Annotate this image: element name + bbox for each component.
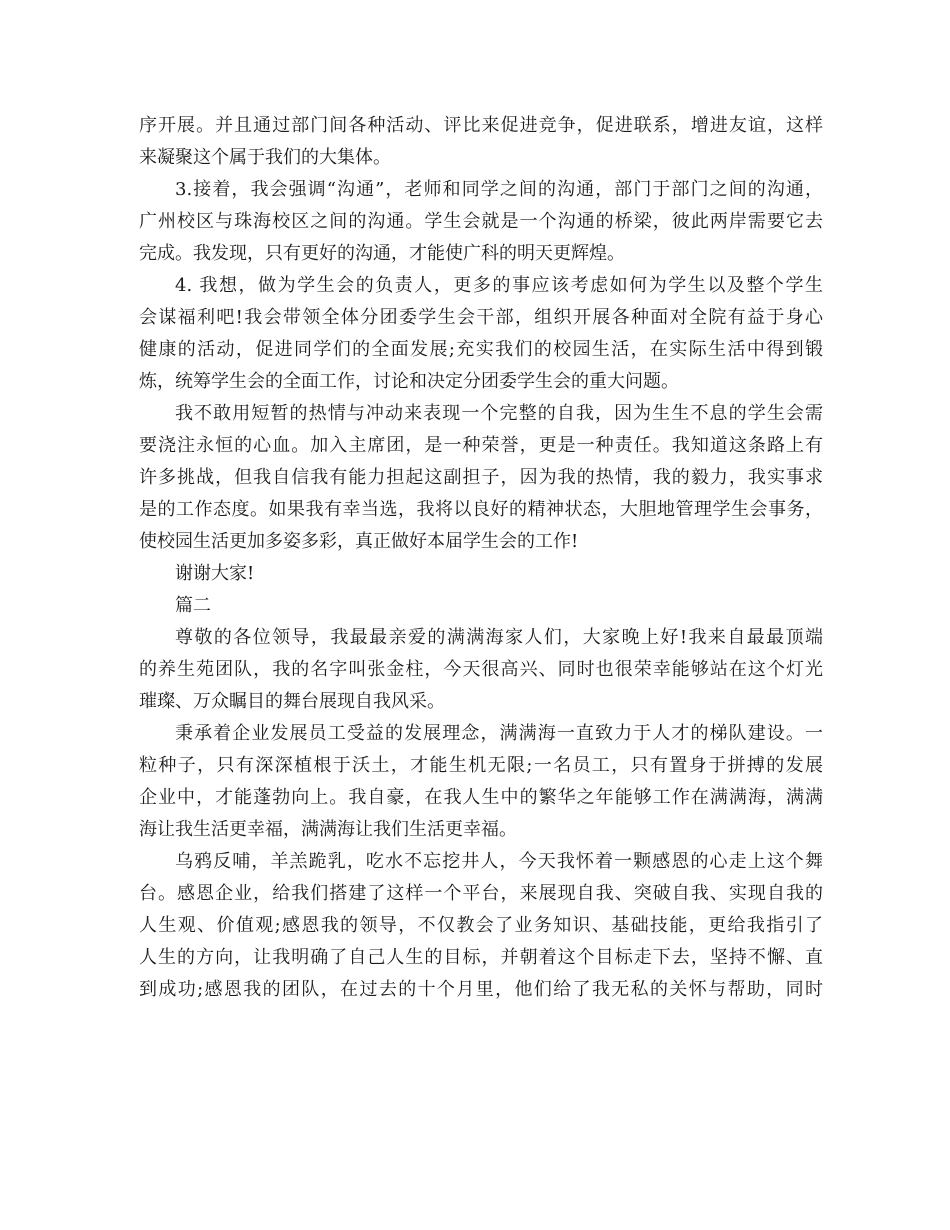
text-line: 许多挑战，但我自信我有能力担起这副担子，因为我的热情，我的毅力，我实事求 [139,467,823,488]
text-line: 秉承着企业发展员工受益的发展理念，满满海一直致力于人才的梯队建设。一 [175,723,823,744]
text-line: 篇二 [175,595,211,616]
text-line: 的养生苑团队，我的名字叫张金柱，今天很高兴、同时也很荣幸能够站在这个灯光 [139,659,823,680]
text-line: 尊敬的各位领导，我最最亲爱的满满海家人们，大家晚上好!我来自最最顶端 [175,627,823,648]
text-line: 会谋福利吧!我会带领全体分团委学生会干部，组织开展各种面对全院有益于身心 [139,307,823,328]
text-line: 乌鸦反哺，羊羔跪乳，吃水不忘挖井人，今天我怀着一颗感恩的心走上这个舞 [175,851,823,872]
text-line: 是的工作态度。如果我有幸当选，我将以良好的精神状态，大胆地管理学生会事务， [139,499,823,520]
text-line: 到成功;感恩我的团队，在过去的十个月里，他们给了我无私的关怀与帮助，同时 [139,979,823,1000]
text-line: 人生观、价值观;感恩我的领导，不仅教会了业务知识、基础技能，更给我指引了 [139,915,823,936]
text-line: 企业中，才能蓬勃向上。我自豪，在我人生中的繁华之年能够工作在满满海，满满 [139,787,823,808]
text-line: 来凝聚这个属于我们的大集体。 [139,147,391,168]
text-line: 我不敢用短暂的热情与冲动来表现一个完整的自我，因为生生不息的学生会需 [175,403,823,424]
text-line: 广州校区与珠海校区之间的沟通。学生会就是一个沟通的桥梁，彼此两岸需要它去 [139,211,823,232]
text-line: 粒种子，只有深深植根于沃土，才能生机无限;一名员工，只有置身于拼搏的发展 [139,755,823,776]
text-line: 人生的方向，让我明确了自己人生的目标，并朝着这个目标走下去，坚持不懈、直 [139,947,823,968]
text-line: 使校园生活更加多姿多彩，真正做好本届学生会的工作! [139,531,579,552]
text-line: 序开展。并且通过部门间各种活动、评比来促进竞争，促进联系，增进友谊，这样 [139,115,823,136]
text-line: 4. 我想，做为学生会的负责人，更多的事应该考虑如何为学生以及整个学生 [175,275,823,296]
text-line: 璀璨、万众瞩目的舞台展现自我风采。 [139,691,445,712]
text-line: 完成。我发现，只有更好的沟通，才能使广科的明天更辉煌。 [139,243,625,264]
text-line: 要浇注永恒的心血。加入主席团，是一种荣誉，更是一种责任。我知道这条路上有 [139,435,823,456]
document-body [139,110,823,1006]
text-line: 健康的活动，促进同学们的全面发展;充实我们的校园生活，在实际生活中得到锻 [139,339,823,360]
text-line: 海让我生活更幸福，满满海让我们生活更幸福。 [139,819,517,840]
text-line: 炼，统筹学生会的全面工作，讨论和决定分团委学生会的重大问题。 [139,371,679,392]
text-line: 3.接着，我会强调“沟通”，老师和同学之间的沟通，部门于部门之间的沟通， [175,179,823,200]
text-line: 台。感恩企业，给我们搭建了这样一个平台，来展现自我、突破自我、实现自我的 [139,883,823,904]
text-line: 谢谢大家! [175,563,255,584]
